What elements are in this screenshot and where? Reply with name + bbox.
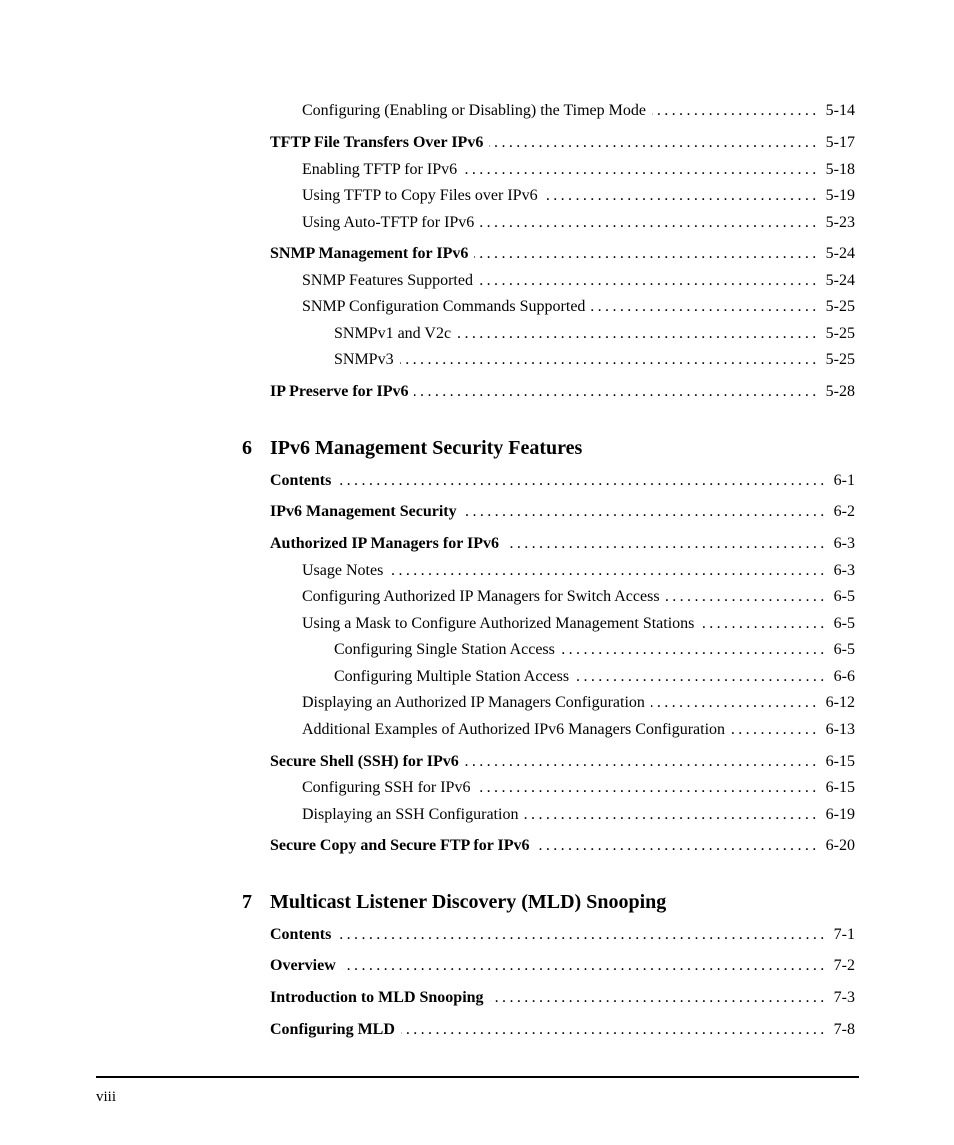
dot-leader bbox=[342, 957, 828, 975]
toc-entry-page: 7-1 bbox=[833, 926, 855, 943]
dot-leader bbox=[465, 753, 820, 771]
toc-entry-title: Additional Examples of Authorized IPv6 Managers Configuration bbox=[302, 721, 726, 738]
dot-leader bbox=[489, 134, 819, 152]
dot-leader bbox=[337, 926, 827, 944]
dot-leader bbox=[414, 383, 819, 401]
toc-entry bbox=[270, 926, 855, 948]
toc-entry bbox=[334, 668, 855, 690]
dot-leader bbox=[652, 102, 820, 120]
toc-entry-title: Displaying an SSH Configuration bbox=[302, 806, 519, 823]
dot-leader bbox=[591, 298, 819, 316]
toc-entry bbox=[302, 187, 855, 209]
toc-entry-page: 6-5 bbox=[833, 588, 855, 605]
toc-entry bbox=[270, 245, 855, 267]
toc-entry bbox=[302, 721, 855, 743]
toc-entry-page: 5-25 bbox=[825, 298, 855, 315]
toc-entry-page: 6-20 bbox=[825, 837, 855, 854]
toc-entry-title: Secure Shell (SSH) for IPv6 bbox=[270, 753, 459, 770]
toc-entry bbox=[270, 134, 855, 156]
dot-leader bbox=[389, 562, 827, 580]
chapter-number: 7 bbox=[242, 891, 252, 913]
toc-entry bbox=[334, 351, 855, 373]
chapter-title: Multicast Listener Discovery (MLD) Snooping bbox=[270, 891, 667, 913]
dot-leader bbox=[731, 721, 820, 739]
toc-entry bbox=[270, 957, 855, 979]
toc-entry bbox=[302, 161, 855, 183]
toc-entry-title: Configuring Single Station Access bbox=[334, 641, 555, 658]
toc-entry-title: Usage Notes bbox=[302, 562, 384, 579]
toc-entry-page: 5-19 bbox=[825, 187, 855, 204]
toc-entry bbox=[270, 535, 855, 557]
toc-entry-page: 6-12 bbox=[825, 694, 855, 711]
dot-leader bbox=[476, 779, 819, 797]
toc-entry bbox=[302, 615, 855, 637]
dot-leader bbox=[400, 351, 820, 369]
dot-leader bbox=[651, 694, 820, 712]
toc-entry-page: 6-2 bbox=[833, 503, 855, 520]
toc-entry-page: 5-28 bbox=[825, 383, 855, 400]
dot-leader bbox=[401, 1021, 828, 1039]
toc-entry-title: Configuring MLD bbox=[270, 1021, 395, 1038]
toc-entry bbox=[270, 503, 855, 525]
toc-entry bbox=[302, 298, 855, 320]
toc-entry-page: 5-18 bbox=[825, 161, 855, 178]
toc-entry bbox=[270, 989, 855, 1011]
dot-leader bbox=[457, 325, 820, 343]
toc-entry-page: 6-13 bbox=[825, 721, 855, 738]
toc-entry-title: Using a Mask to Configure Authorized Management Stations bbox=[302, 615, 695, 632]
toc-entry-title: Configuring (Enabling or Disabling) the Timep Mode bbox=[302, 102, 646, 119]
toc-entry-page: 6-15 bbox=[825, 753, 855, 770]
toc-entry-page: 6-19 bbox=[825, 806, 855, 823]
toc-entry-page: 7-8 bbox=[833, 1021, 855, 1038]
dot-leader bbox=[666, 588, 828, 606]
toc-entry-title: SNMPv1 and V2c bbox=[334, 325, 452, 342]
toc-entry-title: SNMP Management for IPv6 bbox=[270, 245, 469, 262]
toc-entry-title: Secure Copy and Secure FTP for IPv6 bbox=[270, 837, 530, 854]
toc-entry-page: 6-1 bbox=[833, 472, 855, 489]
toc-entry bbox=[302, 272, 855, 294]
dot-leader bbox=[524, 806, 819, 824]
toc-entry-title: Authorized IP Managers for IPv6 bbox=[270, 535, 500, 552]
toc-entry-page: 6-3 bbox=[833, 535, 855, 552]
dot-leader bbox=[479, 272, 820, 290]
toc-entry-page: 6-3 bbox=[833, 562, 855, 579]
chapter-title: IPv6 Management Security Features bbox=[270, 437, 583, 459]
chapter-heading bbox=[242, 437, 582, 460]
toc-entry bbox=[302, 806, 855, 828]
toc-entry-page: 5-23 bbox=[825, 214, 855, 231]
dot-leader bbox=[463, 161, 820, 179]
dot-leader bbox=[490, 989, 828, 1007]
toc-entry-page: 6-6 bbox=[833, 668, 855, 685]
toc-entry-page: 5-24 bbox=[825, 272, 855, 289]
toc-entry-title: IP Preserve for IPv6 bbox=[270, 383, 409, 400]
toc-entry bbox=[270, 383, 855, 405]
toc-entry-page: 5-14 bbox=[825, 102, 855, 119]
toc-entry-page: 5-17 bbox=[825, 134, 855, 151]
toc-entry bbox=[302, 588, 855, 610]
dot-leader bbox=[536, 837, 820, 855]
dot-leader bbox=[700, 615, 827, 633]
toc-entry bbox=[270, 837, 855, 859]
toc-entry bbox=[302, 779, 855, 801]
dot-leader bbox=[480, 214, 819, 232]
toc-entry-page: 5-25 bbox=[825, 325, 855, 342]
toc-entry-title: Displaying an Authorized IP Managers Configuration bbox=[302, 694, 645, 711]
dot-leader bbox=[505, 535, 828, 553]
toc-entry bbox=[302, 214, 855, 236]
toc-entry-title: IPv6 Management Security bbox=[270, 503, 457, 520]
dot-leader bbox=[474, 245, 819, 263]
toc-entry-title: Contents bbox=[270, 472, 332, 489]
toc-entry bbox=[334, 641, 855, 663]
toc-entry-title: SNMP Configuration Commands Supported bbox=[302, 298, 586, 315]
toc-entry bbox=[270, 753, 855, 775]
dot-leader bbox=[561, 641, 828, 659]
toc-entry bbox=[302, 562, 855, 584]
toc-entry-title: Contents bbox=[270, 926, 332, 943]
chapter-number: 6 bbox=[242, 437, 252, 459]
toc-entry-page: 7-2 bbox=[833, 957, 855, 974]
chapter-heading bbox=[242, 891, 666, 914]
toc-entry-title: SNMPv3 bbox=[334, 351, 394, 368]
footer-rule bbox=[96, 1076, 859, 1078]
toc-entry-page: 5-25 bbox=[825, 351, 855, 368]
toc-entry bbox=[270, 472, 855, 494]
toc-entry bbox=[302, 102, 855, 124]
toc-entry-page: 5-24 bbox=[825, 245, 855, 262]
toc-entry-title: Overview bbox=[270, 957, 336, 974]
toc-entry-title: SNMP Features Supported bbox=[302, 272, 473, 289]
toc-entry-title: Configuring SSH for IPv6 bbox=[302, 779, 471, 796]
toc-entry-title: Introduction to MLD Snooping bbox=[270, 989, 484, 1006]
toc-entry-page: 7-3 bbox=[833, 989, 855, 1006]
page-number: viii bbox=[96, 1089, 117, 1105]
dot-leader bbox=[463, 503, 828, 521]
toc-entry-title: Configuring Multiple Station Access bbox=[334, 668, 570, 685]
toc-entry-page: 6-5 bbox=[833, 615, 855, 632]
toc-entry-title: Enabling TFTP for IPv6 bbox=[302, 161, 458, 178]
dot-leader bbox=[575, 668, 828, 686]
toc-entry-title: Configuring Authorized IP Managers for Switch Access bbox=[302, 588, 660, 605]
toc-entry bbox=[302, 694, 855, 716]
dot-leader bbox=[544, 187, 820, 205]
dot-leader bbox=[337, 472, 827, 490]
toc-entry-page: 6-5 bbox=[833, 641, 855, 658]
toc-entry-title: Using TFTP to Copy Files over IPv6 bbox=[302, 187, 538, 204]
toc-entry bbox=[334, 325, 855, 347]
toc-entry-title: TFTP File Transfers Over IPv6 bbox=[270, 134, 484, 151]
toc-entry bbox=[270, 1021, 855, 1043]
toc-entry-page: 6-15 bbox=[825, 779, 855, 796]
toc-entry-title: Using Auto-TFTP for IPv6 bbox=[302, 214, 475, 231]
